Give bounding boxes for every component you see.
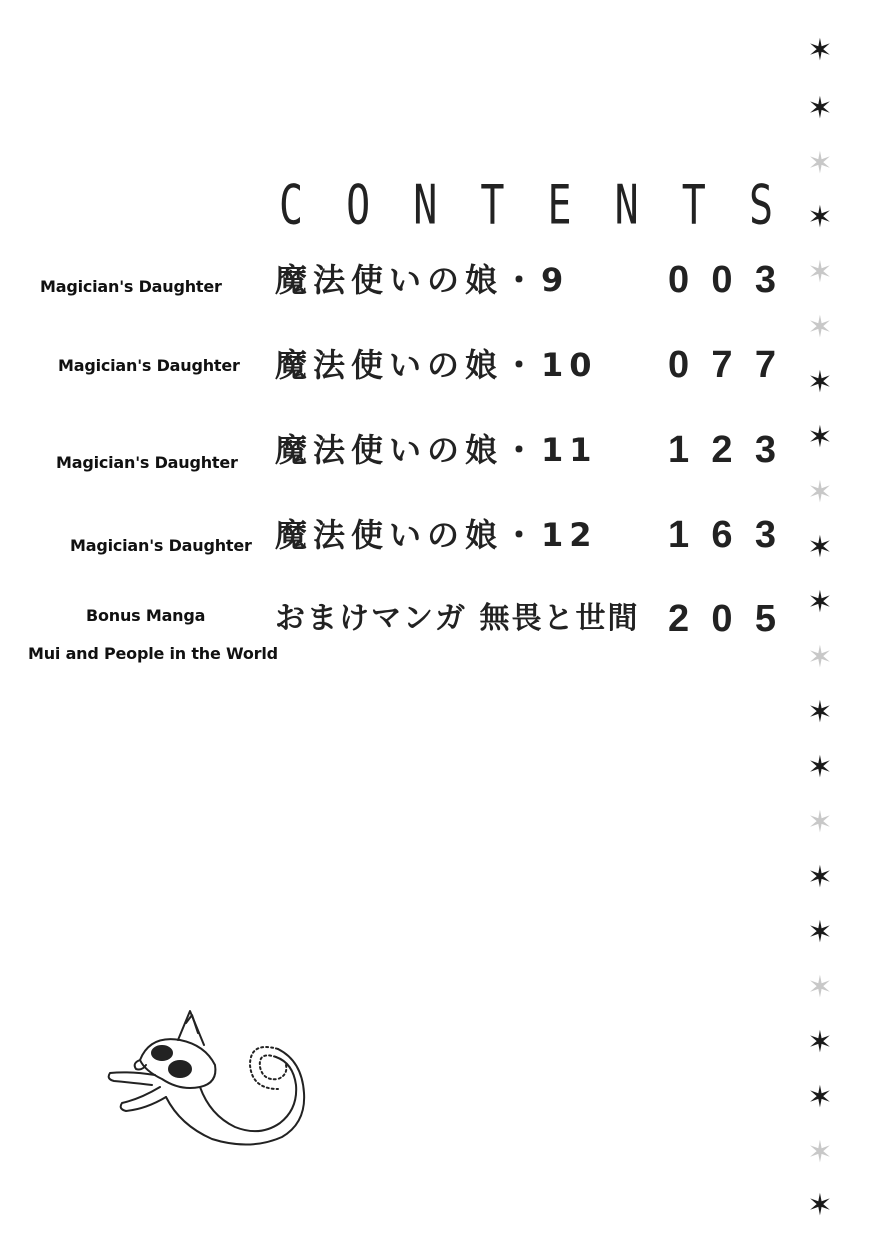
page-digit: 0 (711, 597, 733, 640)
star-icon: ✶ (807, 420, 833, 455)
english-title: Magician's Daughter (70, 536, 252, 555)
star-icon: ✶ (807, 970, 833, 1005)
toc-entry (0, 425, 800, 475)
star-icon: ✶ (807, 365, 833, 400)
star-icon: ✶ (807, 1135, 833, 1170)
toc-entry (0, 255, 800, 305)
star-icon: ✶ (807, 475, 833, 510)
japanese-title: 魔法使いの娘・10 (275, 346, 598, 384)
japanese-title: おまけマンガ 無畏と世間 (275, 601, 640, 636)
page-digit: 3 (754, 258, 776, 301)
title-letter: S (748, 174, 774, 237)
page-digit: 7 (754, 343, 776, 386)
page-digit: 5 (754, 597, 776, 640)
english-subtitle: Mui and People in the World (28, 644, 278, 663)
title-letter: C (278, 174, 304, 237)
page-digit: 3 (754, 428, 776, 471)
contents-title (276, 168, 776, 244)
page-digit: 0 (711, 258, 733, 301)
page-digit: 7 (711, 343, 733, 386)
star-icon: ✶ (807, 33, 833, 68)
english-title: Bonus Manga (86, 606, 206, 625)
title-letter: T (480, 174, 505, 237)
page-digit: 6 (711, 513, 733, 556)
toc-entry (0, 340, 800, 390)
english-title: Magician's Daughter (40, 277, 222, 296)
star-icon: ✶ (807, 1188, 833, 1223)
star-icon: ✶ (807, 750, 833, 785)
fox-illustration (100, 1005, 310, 1155)
japanese-title: 魔法使いの娘・9 (275, 261, 570, 299)
title-letter: E (547, 174, 572, 237)
title-letter: O (346, 174, 371, 237)
star-icon: ✶ (807, 695, 833, 730)
toc-entry (0, 510, 800, 560)
english-title: Magician's Daughter (58, 356, 240, 375)
toc-entry-bonus (0, 594, 800, 663)
star-icon: ✶ (807, 200, 833, 235)
page-number (668, 594, 776, 644)
page-number (668, 340, 776, 390)
page-digit: 1 (668, 513, 690, 556)
star-icon: ✶ (807, 805, 833, 840)
page-digit: 1 (668, 428, 690, 471)
star-icon: ✶ (807, 915, 833, 950)
star-icon: ✶ (807, 860, 833, 895)
english-title: Magician's Daughter (56, 453, 238, 472)
star-icon: ✶ (807, 310, 833, 345)
page-number (668, 510, 776, 560)
page-number (668, 255, 776, 305)
page-digit: 3 (754, 513, 776, 556)
page-digit: 2 (668, 597, 690, 640)
star-icon: ✶ (807, 1080, 833, 1115)
star-icon: ✶ (807, 640, 833, 675)
star-icon: ✶ (807, 1025, 833, 1060)
page-digit: 0 (668, 258, 690, 301)
star-icon: ✶ (807, 91, 833, 126)
japanese-title: 魔法使いの娘・12 (275, 516, 598, 554)
page-number (668, 425, 776, 475)
title-letter: T (681, 174, 706, 237)
page-digit: 2 (711, 428, 733, 471)
japanese-title: 魔法使いの娘・11 (275, 431, 598, 469)
star-icon: ✶ (807, 146, 833, 181)
title-letter: N (614, 174, 639, 237)
star-icon: ✶ (807, 585, 833, 620)
page-digit: 0 (668, 343, 690, 386)
star-icon: ✶ (807, 255, 833, 290)
title-letter: N (413, 174, 438, 237)
star-icon: ✶ (807, 530, 833, 565)
